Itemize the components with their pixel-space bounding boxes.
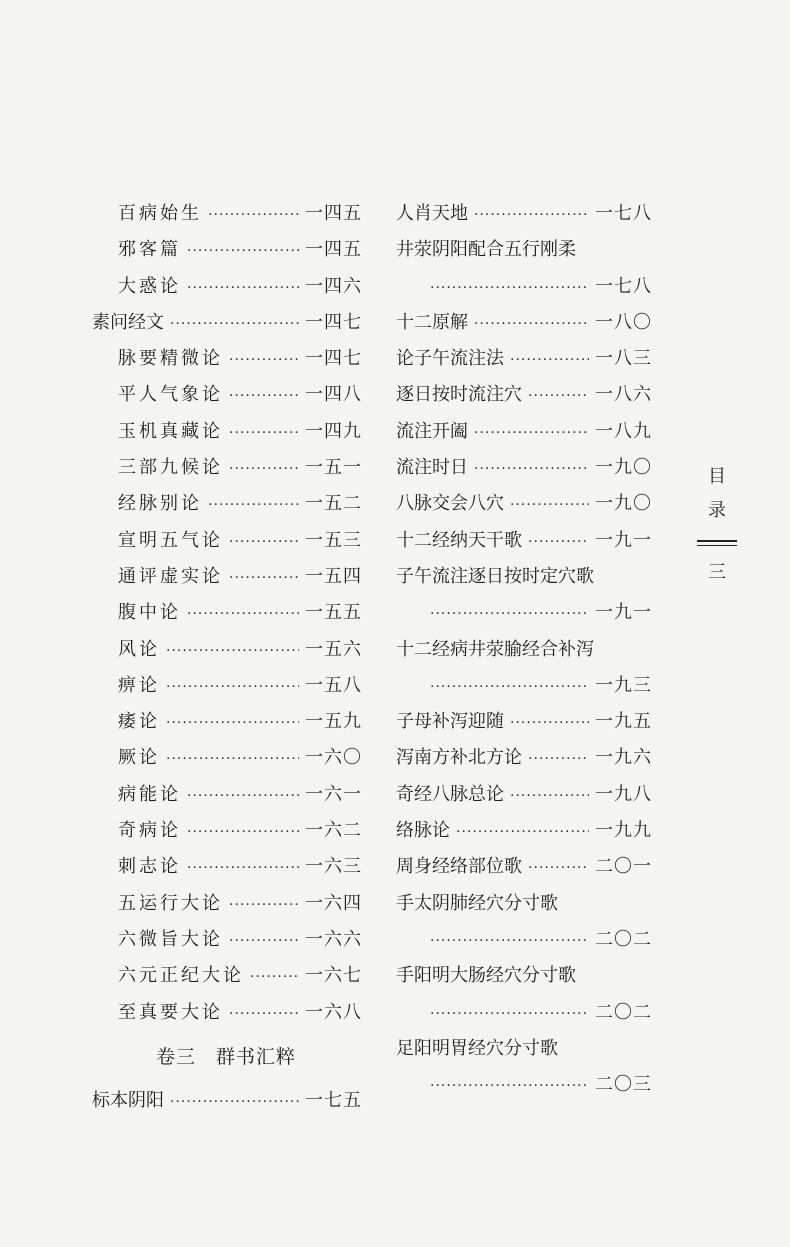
toc-entry-title: 刺志论	[118, 856, 181, 878]
toc-entry-page: 一四九	[305, 420, 362, 442]
toc-leader-dots	[170, 1084, 299, 1120]
toc-entry	[396, 486, 652, 522]
toc-entry-title: 人肖天地	[396, 203, 468, 224]
toc-leader-dots	[474, 306, 589, 342]
toc-entry-title: 流注时日	[396, 457, 468, 479]
toc-entry	[92, 341, 362, 377]
toc-leader-dots	[166, 705, 299, 741]
toc-entry-page: 一九三	[595, 674, 652, 696]
toc-leader-dots	[229, 378, 299, 414]
toc-leader-dots	[208, 487, 299, 523]
toc-entry-title: 五运行大论	[118, 892, 223, 914]
toc-leader-dots	[510, 705, 589, 741]
toc-entry-title: 标本阴阳	[92, 1089, 164, 1111]
toc-entry	[396, 740, 652, 776]
toc-leader-dots	[166, 633, 299, 669]
toc-entry-page: 一九一	[595, 602, 652, 624]
toc-entry-title: 逐日按时流注穴	[396, 384, 522, 406]
toc-leader-dots	[510, 342, 589, 378]
toc-entry-title: 经脉别论	[118, 493, 202, 515]
toc-leader-dots	[430, 996, 589, 1032]
toc-entry	[92, 377, 362, 413]
toc-entry	[396, 450, 652, 486]
toc-entry-page: 一五一	[305, 457, 362, 479]
toc-leader-dots	[474, 197, 589, 233]
toc-entry	[396, 559, 652, 595]
toc-entry-title: 痹论	[118, 674, 160, 696]
section-name: 群书汇粹	[216, 1045, 297, 1068]
toc-entry-title: 痿论	[118, 711, 160, 733]
toc-entry	[92, 668, 362, 704]
toc-entry-title: 腹中论	[118, 602, 181, 624]
toc-leader-dots	[208, 197, 299, 233]
toc-leader-dots	[528, 741, 589, 777]
toc-entry-title: 大惑论	[118, 275, 181, 297]
side-running-head	[695, 460, 739, 588]
toc-entry-title: 平人气象论	[118, 384, 223, 406]
toc-entry-page: 一九五	[595, 711, 652, 733]
toc-entry-title: 百病始生	[118, 203, 202, 224]
toc-leader-dots	[229, 415, 299, 451]
toc-leader-dots	[430, 923, 589, 959]
toc-left-column	[92, 196, 362, 1119]
toc-entry-page: 一五八	[305, 674, 362, 696]
toc-leader-dots	[166, 669, 299, 705]
side-label-char-2: 录	[708, 500, 726, 521]
toc-entry-title: 邪客篇	[118, 239, 181, 261]
toc-entry	[92, 1083, 362, 1119]
toc-entry	[396, 595, 652, 631]
toc-entry-page: 一八〇	[595, 311, 652, 333]
toc-leader-dots	[229, 996, 299, 1032]
toc-entry-title: 病能论	[118, 783, 181, 805]
toc-entry-page: 一六七	[305, 965, 362, 987]
toc-leader-dots	[474, 451, 589, 487]
toc-entry-page: 一七八	[595, 203, 652, 224]
toc-entry-page: 一九六	[595, 747, 652, 769]
toc-entry-page: 二〇二	[595, 1001, 652, 1023]
toc-entry	[92, 414, 362, 450]
toc-entry	[92, 632, 362, 668]
toc-entry	[92, 777, 362, 813]
toc-leader-dots	[170, 306, 299, 342]
toc-leader-dots	[187, 814, 299, 850]
toc-entry	[92, 995, 362, 1031]
toc-entry-title: 十二经纳天干歌	[396, 529, 522, 551]
toc-entry	[92, 269, 362, 305]
toc-leader-dots	[187, 233, 299, 269]
toc-entry-title: 手太阴肺经穴分寸歌	[396, 892, 558, 914]
toc-entry-page: 一四五	[305, 203, 362, 224]
toc-entry	[92, 740, 362, 776]
toc-entry-title: 六元正纪大论	[118, 965, 244, 987]
toc-entry	[396, 1031, 652, 1067]
toc-entry	[92, 813, 362, 849]
toc-leader-dots	[510, 778, 589, 814]
toc-entry	[396, 196, 652, 232]
toc-leader-dots	[430, 596, 589, 632]
toc-entry-page: 一九〇	[595, 457, 652, 479]
toc-leader-dots	[430, 270, 589, 306]
toc-entry	[396, 305, 652, 341]
toc-entry-page: 一五三	[305, 529, 362, 551]
toc-entry	[396, 704, 652, 740]
toc-entry	[396, 523, 652, 559]
toc-entry-title: 子母补泻迎随	[396, 711, 504, 733]
toc-entry-title: 井荥阴阳配合五行刚柔	[396, 239, 576, 261]
toc-entry-title: 六微旨大论	[118, 928, 223, 950]
toc-leader-dots	[229, 342, 299, 378]
toc-entry-title: 奇经八脉总论	[396, 783, 504, 805]
toc-entry-page: 一四六	[305, 275, 362, 297]
toc-leader-dots	[187, 596, 299, 632]
toc-entry	[92, 232, 362, 268]
toc-entry-page: 一五五	[305, 602, 362, 624]
toc-leader-dots	[430, 1068, 589, 1104]
toc-entry-title: 泻南方补北方论	[396, 747, 522, 769]
toc-entry-page: 一五二	[305, 493, 362, 515]
toc-leader-dots	[430, 669, 589, 705]
toc-entry	[396, 922, 652, 958]
toc-entry-title: 玉机真藏论	[118, 420, 223, 442]
toc-entry-title: 流注开阖	[396, 420, 468, 442]
toc-entry-title: 手阳明大肠经穴分寸歌	[396, 965, 576, 987]
toc-entry-page: 一九八	[595, 783, 652, 805]
toc-entry	[92, 559, 362, 595]
toc-leader-dots	[474, 415, 589, 451]
toc-leader-dots	[528, 378, 589, 414]
side-label-char-1: 目	[708, 466, 726, 487]
toc-leader-dots	[250, 959, 299, 995]
toc-entry-page: 一四八	[305, 384, 362, 406]
toc-entry	[92, 486, 362, 522]
toc-entry-page: 一六〇	[305, 747, 362, 769]
toc-entry	[92, 196, 362, 232]
toc-entry-page: 一六六	[305, 928, 362, 950]
side-rule-top	[697, 540, 737, 542]
toc-entry-page: 一九一	[595, 529, 652, 551]
toc-entry-title: 通评虚实论	[118, 565, 223, 587]
toc-entry-title: 八脉交会八穴	[396, 493, 504, 515]
toc-entry-title: 至真要大论	[118, 1001, 223, 1023]
toc-entry	[396, 777, 652, 813]
toc-entry	[396, 377, 652, 413]
toc-entry-page: 一四五	[305, 239, 362, 261]
toc-entry	[396, 958, 652, 994]
toc-entry-title: 三部九候论	[118, 457, 223, 479]
toc-entry	[92, 595, 362, 631]
toc-entry-title: 奇病论	[118, 820, 181, 842]
toc-entry-page: 二〇三	[595, 1074, 652, 1096]
toc-entry	[396, 995, 652, 1031]
toc-entry-page: 一五六	[305, 638, 362, 660]
toc-entry	[92, 849, 362, 885]
toc-leader-dots	[456, 814, 589, 850]
toc-entry	[396, 668, 652, 704]
toc-leader-dots	[528, 850, 589, 886]
toc-right-column	[396, 196, 652, 1103]
toc-leader-dots	[229, 524, 299, 560]
toc-entry	[396, 813, 652, 849]
toc-leader-dots	[187, 850, 299, 886]
toc-entry-title: 十二原解	[396, 311, 468, 333]
toc-entry	[92, 450, 362, 486]
toc-leader-dots	[229, 923, 299, 959]
toc-entry-page: 一六四	[305, 892, 362, 914]
toc-entry-page: 一五九	[305, 711, 362, 733]
page-number: 三	[708, 562, 726, 583]
toc-entry-title: 厥论	[118, 747, 160, 769]
toc-leader-dots	[510, 487, 589, 523]
section-heading	[92, 1031, 362, 1083]
toc-entry-page: 一八六	[595, 384, 652, 406]
toc-entry	[92, 886, 362, 922]
toc-entry-page: 一四七	[305, 311, 362, 333]
toc-entry-title: 宣明五气论	[118, 529, 223, 551]
toc-leader-dots	[229, 887, 299, 923]
toc-entry	[396, 632, 652, 668]
toc-entry	[396, 341, 652, 377]
section-volume: 卷三	[156, 1045, 197, 1068]
toc-entry-page: 一九九	[595, 820, 652, 842]
toc-entry-page: 一七五	[305, 1089, 362, 1111]
side-rule-bottom	[697, 545, 737, 547]
toc-entry	[396, 886, 652, 922]
toc-entry	[92, 523, 362, 559]
toc-leader-dots	[187, 270, 299, 306]
toc-entry-page: 一七八	[595, 275, 652, 297]
toc-entry-title: 论子午流注法	[396, 348, 504, 370]
toc-leader-dots	[187, 778, 299, 814]
toc-entry-page: 一六一	[305, 783, 362, 805]
toc-entry-page: 一六三	[305, 856, 362, 878]
toc-entry-title: 脉要精微论	[118, 348, 223, 370]
toc-entry	[92, 704, 362, 740]
toc-entry	[396, 849, 652, 885]
toc-entry	[92, 922, 362, 958]
toc-entry	[396, 414, 652, 450]
toc-entry-page: 一八九	[595, 420, 652, 442]
toc-leader-dots	[229, 451, 299, 487]
toc-entry-page: 一四七	[305, 348, 362, 370]
toc-entry-title: 风论	[118, 638, 160, 660]
toc-entry	[396, 269, 652, 305]
toc-entry-page: 一五四	[305, 565, 362, 587]
toc-entry-title: 络脉论	[396, 820, 450, 842]
toc-entry-page: 一九〇	[595, 493, 652, 515]
toc-entry	[92, 305, 362, 341]
toc-leader-dots	[229, 560, 299, 596]
toc-entry-title: 十二经病井荥腧经合补泻	[396, 638, 594, 660]
toc-entry-title: 子午流注逐日按时定穴歌	[396, 565, 594, 587]
toc-entry-page: 二〇一	[595, 856, 652, 878]
toc-entry	[396, 232, 652, 268]
toc-entry-title: 周身经络部位歌	[396, 856, 522, 878]
toc-entry-page: 一六二	[305, 820, 362, 842]
toc-entry	[396, 1067, 652, 1103]
toc-entry	[92, 958, 362, 994]
toc-entry-page: 二〇二	[595, 928, 652, 950]
toc-entry-title: 素问经文	[92, 311, 164, 333]
toc-leader-dots	[528, 524, 589, 560]
toc-entry-page: 一六八	[305, 1001, 362, 1023]
toc-entry-page: 一八三	[595, 348, 652, 370]
toc-leader-dots	[166, 741, 299, 777]
toc-entry-title: 足阳明胃经穴分寸歌	[396, 1037, 558, 1059]
